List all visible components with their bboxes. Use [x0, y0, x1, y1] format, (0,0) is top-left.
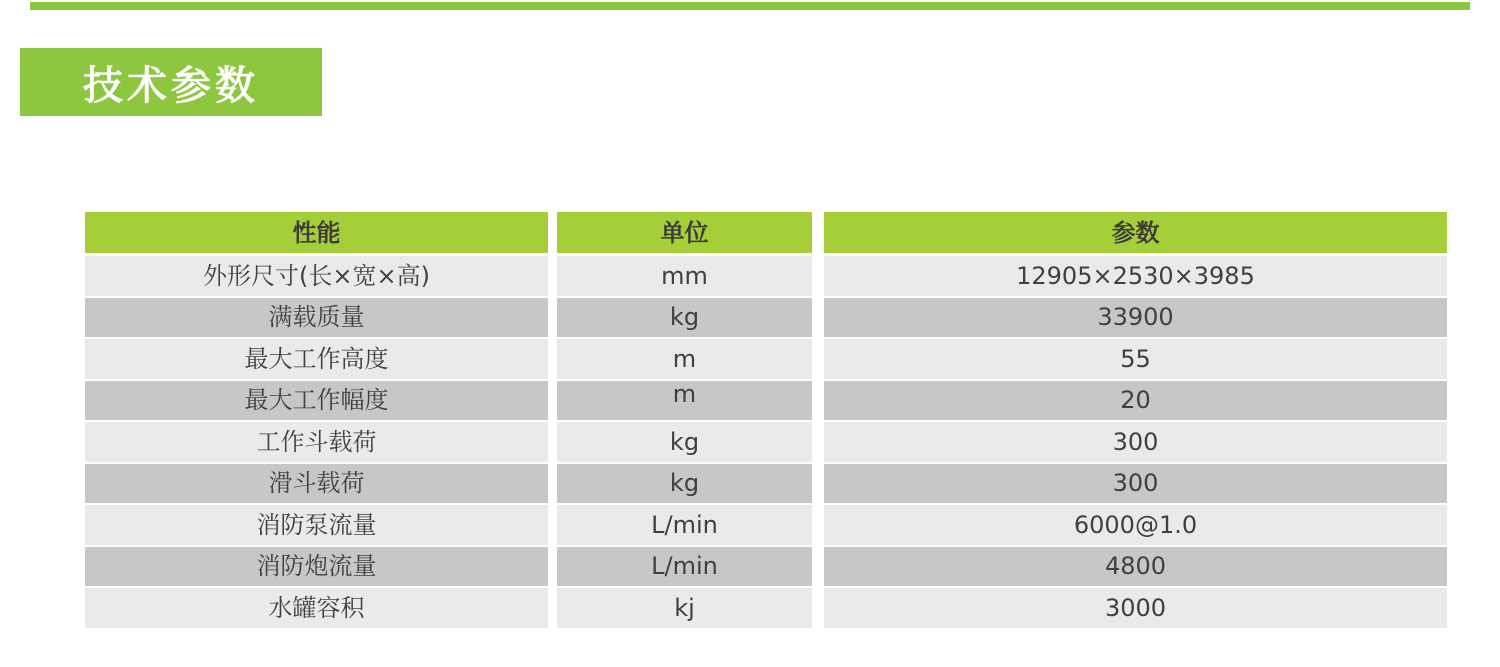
- cell-value: 20: [824, 381, 1447, 421]
- cell-property: 消防泵流量: [85, 505, 548, 545]
- section-title: 技术参数: [83, 62, 259, 109]
- cell-property: 水罐容积: [85, 588, 548, 628]
- table-row: [85, 256, 1447, 296]
- cell-property: 工作斗载荷: [85, 422, 548, 462]
- header-cell-value: 参数: [824, 212, 1447, 253]
- header-cell-property: 性能: [85, 212, 548, 253]
- top-accent-bar: [30, 2, 1470, 10]
- table-header-row: [85, 212, 1447, 253]
- cell-unit: kg: [557, 298, 812, 338]
- table-row: [85, 588, 1447, 628]
- table-row: [85, 547, 1447, 587]
- cell-unit: L/min: [557, 547, 812, 587]
- cell-value: 12905×2530×3985: [824, 256, 1447, 296]
- cell-value: 33900: [824, 298, 1447, 338]
- cell-value: 300: [824, 464, 1447, 504]
- cell-property: 满载质量: [85, 298, 548, 338]
- spec-table: [85, 212, 1447, 628]
- table-row: [85, 339, 1447, 379]
- cell-value: 6000@1.0: [824, 505, 1447, 545]
- cell-value: 3000: [824, 588, 1447, 628]
- table-row: [85, 505, 1447, 545]
- cell-property: 消防炮流量: [85, 547, 548, 587]
- cell-unit: m: [557, 381, 812, 421]
- header-cell-unit: 单位: [557, 212, 812, 253]
- cell-unit: L/min: [557, 505, 812, 545]
- section-title-box: [20, 48, 322, 116]
- table-row: [85, 422, 1447, 462]
- cell-unit: kj: [557, 588, 812, 628]
- cell-unit: mm: [557, 256, 812, 296]
- cell-property: 最大工作高度: [85, 339, 548, 379]
- cell-value: 55: [824, 339, 1447, 379]
- cell-value: 4800: [824, 547, 1447, 587]
- table-row: [85, 298, 1447, 338]
- cell-property: 外形尺寸(长×宽×高): [85, 256, 548, 296]
- cell-unit: m: [557, 339, 812, 379]
- cell-unit: kg: [557, 464, 812, 504]
- cell-property: 滑斗载荷: [85, 464, 548, 504]
- table-row: [85, 464, 1447, 504]
- cell-property: 最大工作幅度: [85, 381, 548, 421]
- table-row: [85, 381, 1447, 421]
- cell-unit: kg: [557, 422, 812, 462]
- cell-value: 300: [824, 422, 1447, 462]
